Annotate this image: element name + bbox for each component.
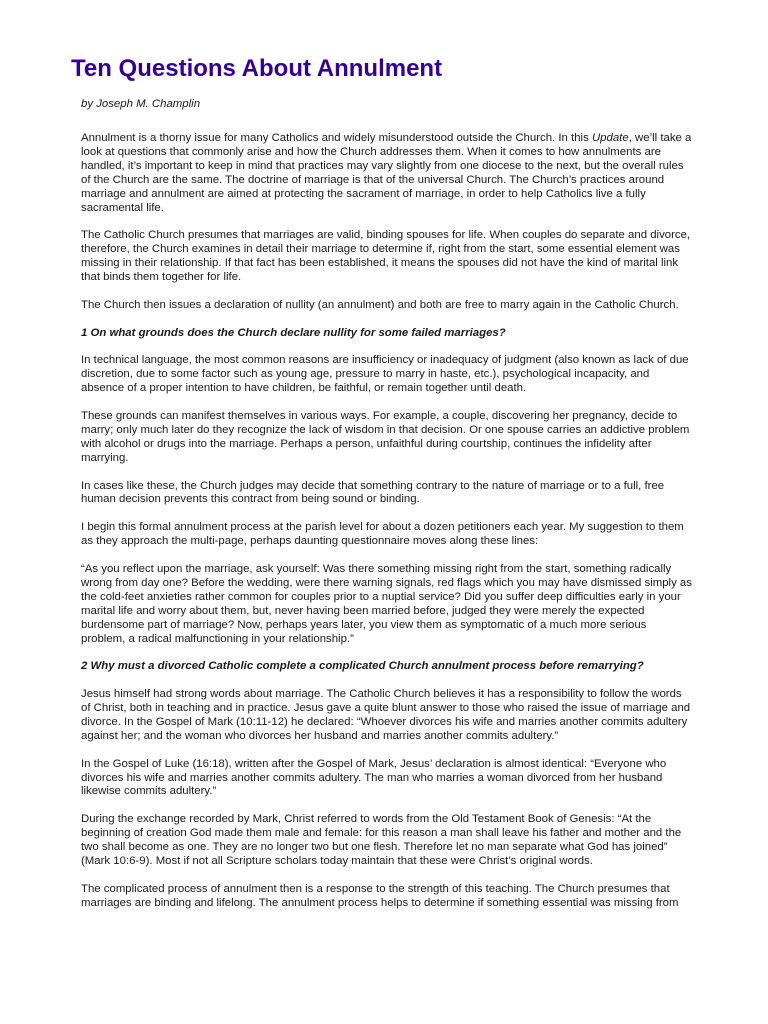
paragraph: During the exchange recorded by Mark, Christ referred to words from the Old Testament Book of Genesis: “At the beginning of creation God made them male and female: for this reason a man shall leave his father and mother and the two shall become as one. They are no longer two but one flesh. Therefore let no man separate what God has joined” (Mark 10:6-9). Most if not all Scripture scholars today maintain that these were Christ’s original words. — [81, 813, 682, 867]
article-title: Ten Questions About Annulment — [71, 55, 443, 82]
paragraph: In technical language, the most common reasons are insufficiency or inadequacy of judgment (also known as lack of due discretion, due to some factor such as young age, pressure to marry in haste, etc.), psychological incapacity, and absence of a proper intention to have children, be faithful, or remain together until death. — [81, 354, 689, 395]
paragraph: The complicated process of annulment then is a response to the strength of this teaching. The Church presumes that marriages are binding and lifelong. The annulment process helps to determine if something essential was missing from — [81, 882, 679, 909]
quote-paragraph: “As you reflect upon the marriage, ask yourself: Was there something missing right from the start, something radically wrong from day one? Before the wedding, were there warning signals, red flags which you may have dismissed simply as the cold-feet anxieties rather common for couples prior to a nuptial service? Did you suffer deep difficulties early in your marital life and worry about them, but, never having been married before, judged they were merely the expected burdensome part of marriage? Now, perhaps years later, you view them as symptomatic of a much more serious problem, a radical malfunctioning in your relationship.” — [81, 562, 692, 645]
paragraph: These grounds can manifest themselves in various ways. For example, a couple, discovering her pregnancy, decide to marry; only much later do they recognize the lack of wisdom in that decision. Or one spouse carries an addictive problem with alcohol or drugs into the marriage. Perhaps a person, unfaithful during courtship, continues the infidelity after marrying. — [81, 410, 690, 464]
paragraph: The Catholic Church presumes that marriages are valid, binding spouses for life. When couples do separate and divorce, therefore, the Church examines in detail their marriage to determine if, right from the start, some essential element was missing in their relationship. If that fact has been established, it means the spouses did not have the kind of marital link that binds them together for life. — [81, 229, 691, 284]
paragraph: Jesus himself had strong words about marriage. The Catholic Church believes it has a responsibility to follow the words of Christ, both in teaching and in practice. Jesus gave a quite blunt answer to those who raised the issue of marriage and divorce. In the Gospel of Mark (10:11-12) he declared: “Whoever divorces his wife and marries another commits adultery against her; and the woman who divorces her husband and marries another commits adultery.” — [81, 688, 691, 742]
intro-text-end: , we’ll take a look at questions that commonly arise and how the Church addresses them. When it comes to how annulments are handled, it’s important to keep in mind that practices may vary slightly from one diocese to the next, but the overall rules of the Church are the same. The doctrine of marriage is that of the universal Church. The Church’s practices around marriage and annulment are aimed at protecting the sacrament of marriage, in order to help Catholics live a fully sacramental life. — [81, 132, 692, 214]
intro-paragraph — [81, 132, 693, 215]
article-body — [81, 132, 693, 924]
paragraph: In cases like these, the Church judges may decide that something contrary to the nature of marriage or to a full, free human decision prevents this contract from being sound or binding. — [81, 479, 665, 506]
intro-text-start: Annulment is a thorny issue for many Catholics and widely misunderstood outside the Church. In this — [81, 132, 592, 144]
paragraph: The Church then issues a declaration of nullity (an annulment) and both are free to marry again in the Catholic Church. — [81, 298, 679, 311]
question-heading-1: 1 On what grounds does the Church declare nullity for some failed marriages? — [81, 326, 506, 339]
paragraph: In the Gospel of Luke (16:18), written after the Gospel of Mark, Jesus’ declaration is almost identical: “Everyone who divorces his wife and marries another commits adultery. The man who marries a woman divorced from her husband likewise commits adultery.” — [81, 757, 667, 798]
byline: by Joseph M. Champlin — [81, 98, 201, 110]
update-emphasis: Update — [591, 132, 629, 144]
paragraph: I begin this formal annulment process at the parish level for about a dozen petitioners each year. My suggestion to them as they approach the multi-page, perhaps daunting questionnaire moves along these lines: — [81, 521, 684, 548]
question-heading-2: 2 Why must a divorced Catholic complete a complicated Church annulment process before remarrying? — [81, 660, 644, 673]
